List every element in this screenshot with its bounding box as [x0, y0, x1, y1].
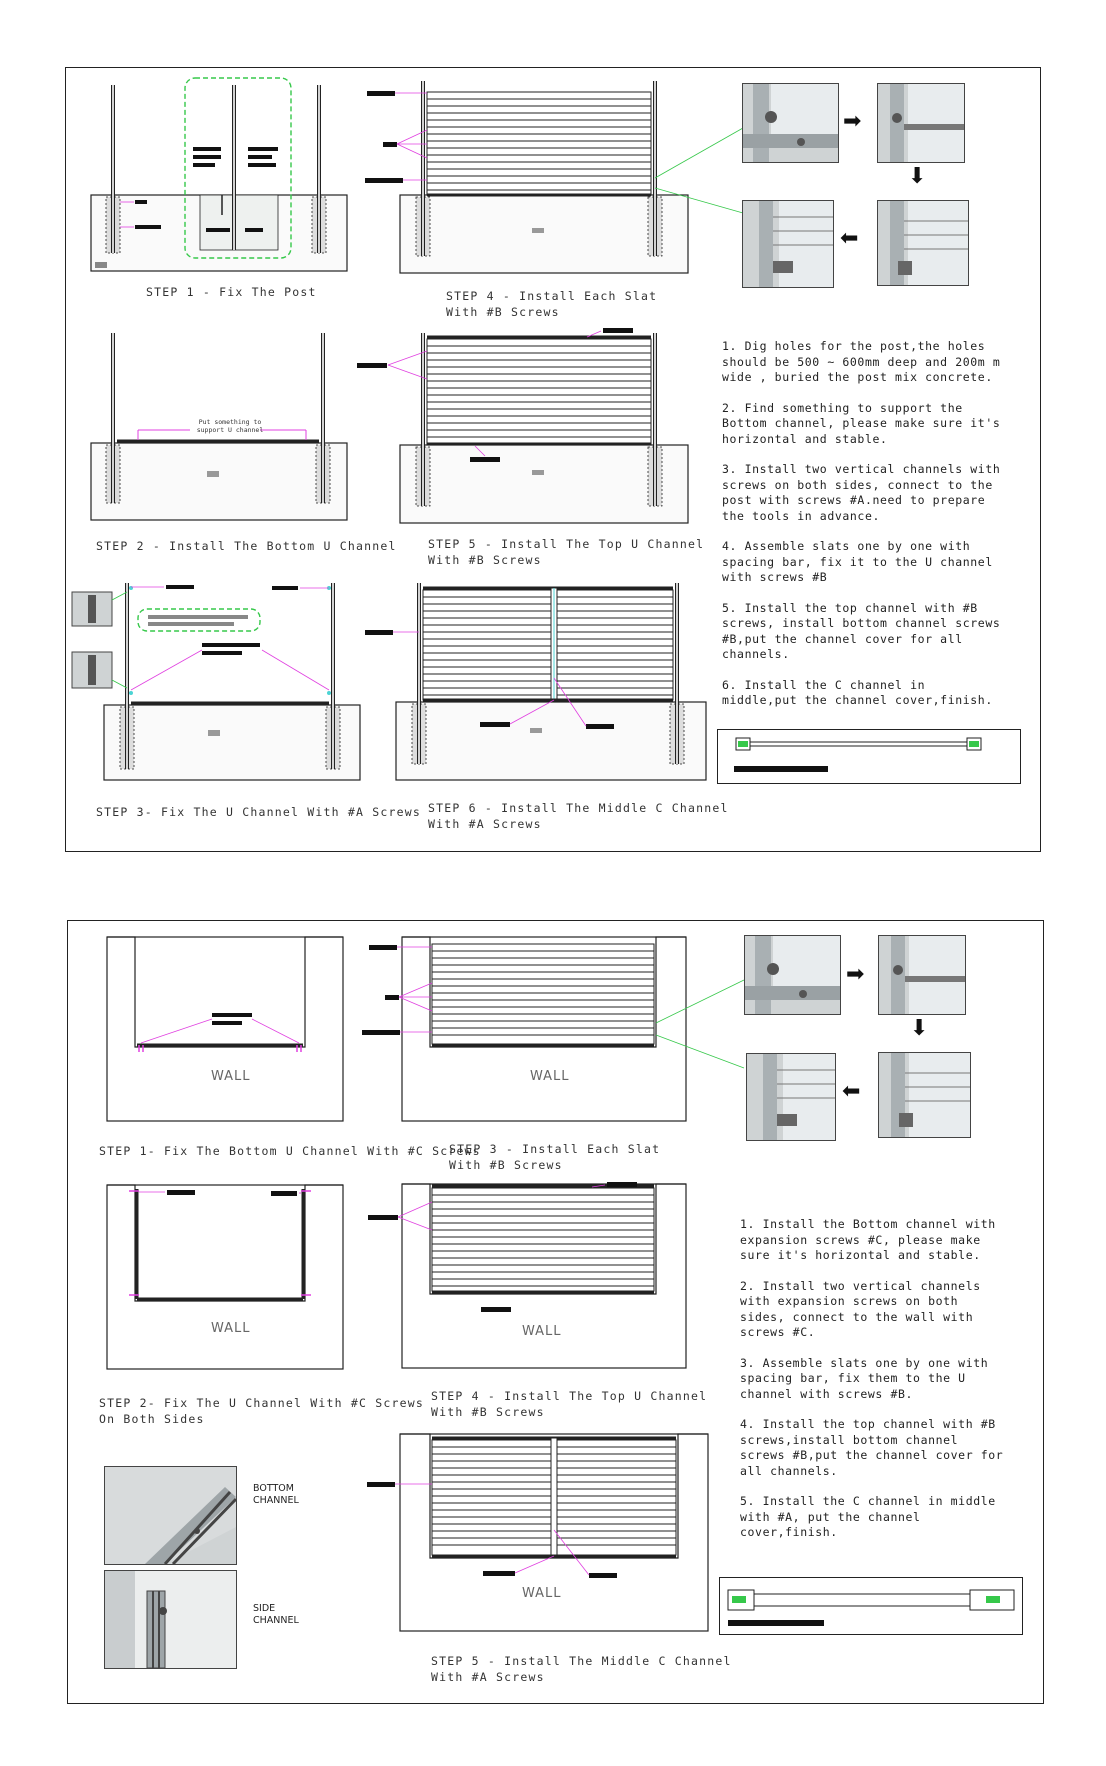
- step6-caption: STEP 6 - Install The Middle C Channel With #A Screws: [428, 801, 729, 831]
- instruction-6: 6. Install the C channel in middle,put the channel cover,finish.: [722, 677, 993, 707]
- wall-instruction-1: 1. Install the Bottom channel with expansion screws #C, please make sure it's horizontal and stable.: [740, 1217, 996, 1262]
- arrow-right-icon: ➡: [846, 962, 865, 987]
- wall-step4-slats: [432, 1188, 654, 1291]
- detail-photo-3: [877, 200, 969, 286]
- step5-slats: [427, 339, 651, 444]
- wall-step4-drawing: [360, 1178, 690, 1373]
- step5-caption: STEP 5 - Install The Top U Channel With #B Screws: [428, 537, 705, 567]
- instruction-3: 3. Install two vertical channels with screws on both sides, connect to the post with screws #A.need to prepare the tools in advance.: [722, 462, 1001, 523]
- step3-caption: STEP 3- Fix The U Channel With #A Screws: [96, 805, 421, 819]
- wall-instruction-4: 4. Install the top channel with #B screws,install bottom channel screws #B,put the channel cover for all channels.: [740, 1417, 1004, 1478]
- wall-step3-caption: STEP 3 - Install Each Slat With #B Screws: [449, 1142, 661, 1172]
- wall-label-4: WALL: [522, 1324, 562, 1339]
- wall-detail-photo-3: [878, 1052, 971, 1138]
- arrow-left-icon: ⬅: [840, 226, 859, 251]
- side-channel-label: SIDE CHANNEL: [253, 1603, 299, 1626]
- wall-detail-photo-2: [878, 935, 966, 1015]
- wall-step1-drawing: [105, 935, 345, 1125]
- step6-slats: [423, 590, 673, 700]
- wall-label-2: WALL: [211, 1321, 251, 1336]
- side-channel-photo: [104, 1570, 237, 1669]
- wall-step3-slats: [432, 944, 654, 1044]
- step1-drawing: [90, 75, 350, 275]
- wall-instruction-3: 3. Assemble slats one by one with spacing bar, fix them to the U channel with screws #B.: [740, 1355, 989, 1401]
- step3-drawing: [70, 580, 370, 780]
- arrow-down-icon: ⬇: [910, 1016, 929, 1041]
- support-note: Put something to support U channel: [196, 418, 264, 434]
- arrow-right-icon: ➡: [843, 109, 862, 134]
- step2-caption: STEP 2 - Install The Bottom U Channel: [96, 539, 397, 553]
- step6-drawing: [360, 578, 710, 788]
- wall-step3-drawing: [360, 935, 690, 1125]
- instruction-5: 5. Install the top channel with #B screws, install bottom channel screws #B,put the channel cover for all channels.: [722, 600, 1001, 661]
- detail-photo-4: [742, 200, 834, 288]
- wall-instruction-5: 5. Install the C channel in middle with #A, put the channel cover,finish.: [740, 1494, 996, 1539]
- spacing-bar-box: [717, 729, 1021, 784]
- arrow-down-icon: ⬇: [908, 164, 927, 189]
- wall-label-3: WALL: [530, 1069, 570, 1084]
- wall-label-5: WALL: [522, 1586, 562, 1601]
- instruction-4: 4. Assemble slats one by one with spacing bar, fix it to the U channel with screws #B: [722, 539, 993, 584]
- wall-detail-photo-4: [746, 1053, 836, 1141]
- step4-slats: [427, 92, 651, 195]
- wall-spacing-bar-box: [719, 1577, 1023, 1635]
- wall-label-1: WALL: [211, 1069, 251, 1084]
- detail-photo-1: [742, 83, 839, 163]
- step1-caption: STEP 1 - Fix The Post: [146, 285, 317, 299]
- wall-instruction-2: 2. Install two vertical channels with expansion screws on both sides, connect to the wall with screws #C.: [740, 1278, 981, 1339]
- wall-step2-caption: STEP 2- Fix The U Channel With #C Screws On Both Sides: [99, 1396, 424, 1426]
- wall-step2-drawing: [105, 1183, 345, 1373]
- sheet1-instructions: [722, 339, 1007, 724]
- wall-detail-photo-1: [744, 935, 841, 1015]
- step5-drawing: [355, 325, 690, 535]
- step4-drawing: [365, 78, 690, 288]
- wall-step1-caption: STEP 1- Fix The Bottom U Channel With #C Screws: [99, 1144, 481, 1158]
- instruction-2: 2. Find something to support the Bottom channel, please make sure it's horizontal and stable.: [722, 400, 1001, 446]
- arrow-left-icon: ⬅: [842, 1079, 861, 1104]
- bottom-channel-photo: [104, 1466, 237, 1565]
- detail-photo-2: [877, 83, 965, 163]
- wall-step5-drawing: [360, 1430, 715, 1635]
- bottom-channel-label: BOTTOM CHANNEL: [253, 1483, 299, 1506]
- instruction-1: 1. Dig holes for the post,the holes should be 500 ~ 600mm deep and 200m m wide , buried the post mix concrete.: [722, 339, 1001, 384]
- wall-step5-caption: STEP 5 - Install The Middle C Channel With #A Screws: [431, 1654, 732, 1684]
- sheet2-instructions: [740, 1217, 1010, 1556]
- step4-caption: STEP 4 - Install Each Slat With #B Screws: [446, 289, 658, 319]
- wall-step4-caption: STEP 4 - Install The Top U Channel With #B Screws: [431, 1389, 708, 1419]
